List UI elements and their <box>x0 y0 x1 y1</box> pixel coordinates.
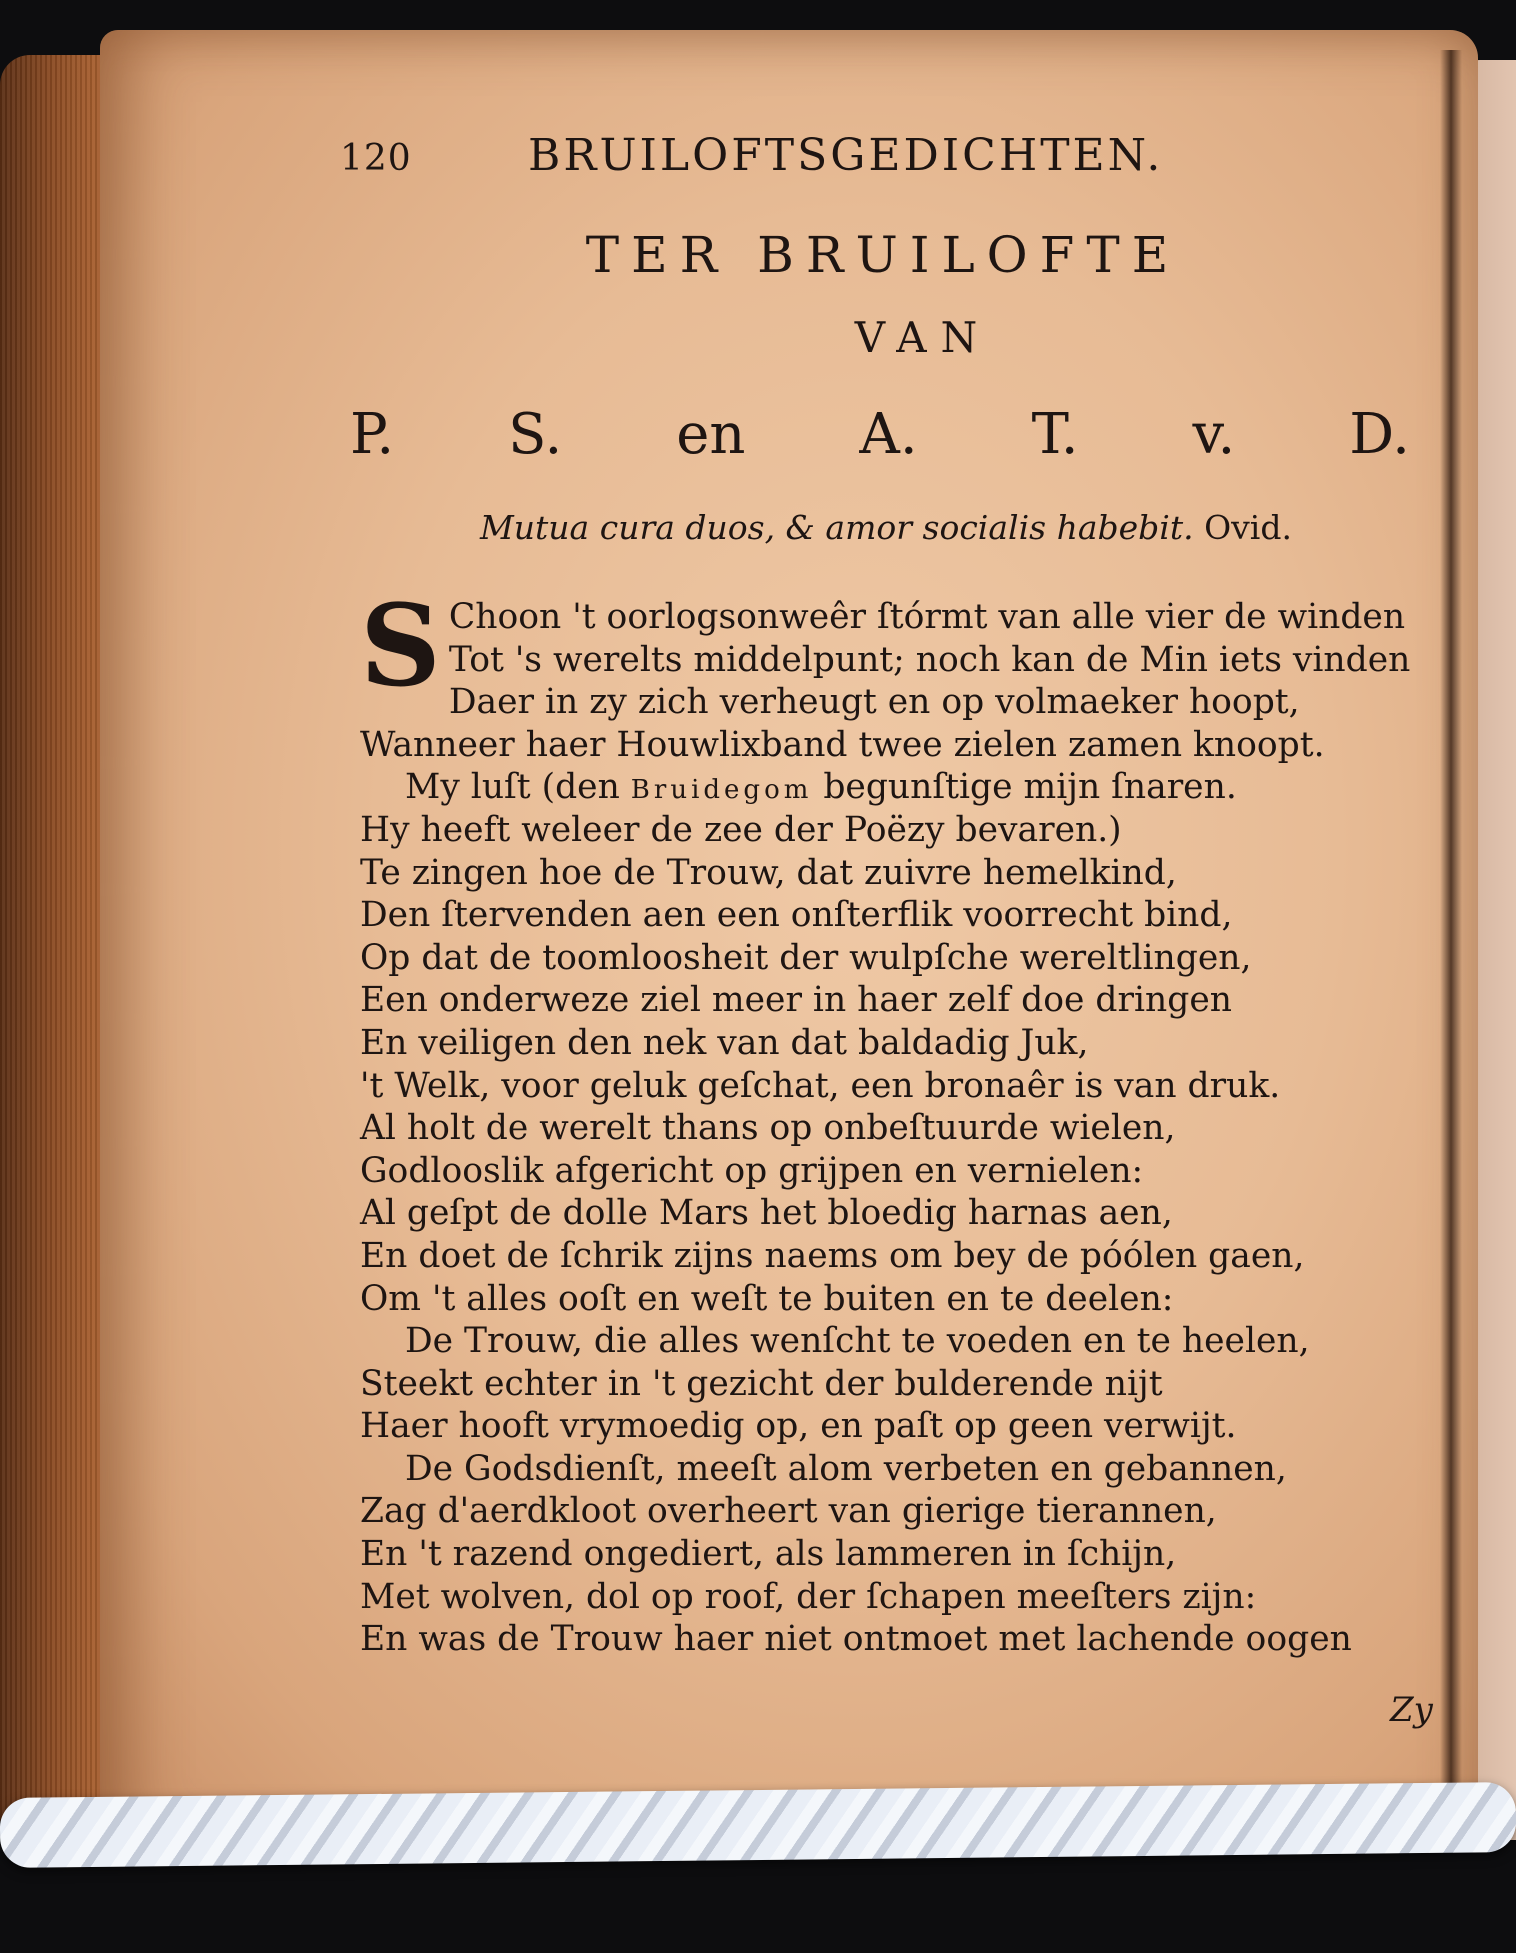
poem-line: En veiligen den nek van dat baldadig Juk, <box>360 1022 1089 1063</box>
poem-line: Om 't alles ooſt en weſt te buiten en te deelen: <box>360 1278 1174 1319</box>
poem-line: Zag d'aerdkloot overheert van gierige tierannen, <box>360 1491 1217 1532</box>
poem-line: De Godsdienſt, meeſt alom verbeten en gebannen, <box>405 1448 1287 1489</box>
conjunction-en: en <box>676 402 746 467</box>
initial-v: v. <box>1192 402 1236 467</box>
catchword: Zy <box>1390 1690 1433 1730</box>
poem-line: Den ſtervenden aen een onſterflik voorrecht bind, <box>360 895 1233 936</box>
poem-line: Wanneer haer Houwlixband twee zielen zamen knoopt. <box>360 724 1325 765</box>
poem-line: 't Welk, voor geluk geſchat, een bronaêr is van druk. <box>360 1065 1281 1106</box>
poem-line: Hy heeft weleer de zee der Poëzy bevaren.) <box>360 809 1122 850</box>
poem-line: Haer hooft vrymoedig op, en paſt op geen verwijt. <box>360 1406 1237 1447</box>
book-cord <box>0 1782 1516 1868</box>
poem-body <box>360 581 1420 1661</box>
poem-line: Met wolven, dol op roof, der ſchapen meeſters zijn: <box>360 1576 1257 1617</box>
motto <box>480 508 1310 547</box>
poem-line: Een onderweze ziel meer in haer zelf doe dringen <box>360 980 1232 1021</box>
poem-line: Al holt de werelt thans op onbeſtuurde wielen, <box>360 1108 1176 1149</box>
poem-line: En doet de ſchrik zijns naems om bey de póólen gaen, <box>360 1235 1305 1276</box>
motto-text: Mutua cura duos, & amor socialis habebit. <box>480 508 1194 547</box>
couple-initials <box>350 402 1410 472</box>
bruidegom-smallcaps: Bruidegom <box>630 775 813 806</box>
initial-t: T. <box>1031 402 1079 467</box>
initial-s: S. <box>508 402 563 467</box>
poem-line: En 't razend ongediert, als lammeren in ſchijn, <box>360 1534 1177 1575</box>
initial-d: D. <box>1349 402 1410 467</box>
poem-line-part: My luſt (den <box>405 767 620 808</box>
running-head: BRUILOFTSGEDICHTEN. <box>528 130 1164 181</box>
poem-line: Steekt echter in 't gezicht der bulderende nijt <box>360 1363 1163 1404</box>
poem-line: Op dat de toomloosheit der wulpſche wereltlingen, <box>360 937 1252 978</box>
poem-line <box>360 766 1420 809</box>
poem-line: Daer in zy zich verheugt en op volmaeker hoopt, <box>448 682 1300 723</box>
poem-title: TER BRUILOFTE <box>585 226 1181 284</box>
poem-line: Te zingen hoe de Trouw, dat zuivre hemelkind, <box>360 852 1177 893</box>
poem-line: Choon 't oorlogsonweêr ſtórmt van alle vier de winden <box>448 597 1406 637</box>
poem-line: De Trouw, die alles wenſcht te voeden en te heelen, <box>405 1321 1310 1362</box>
poem-line: En was de Trouw haer niet ontmoet met lachende oogen <box>360 1619 1352 1660</box>
page-number: 120 <box>340 138 412 179</box>
initial-p: P. <box>350 402 395 467</box>
poem-line-part: begunſtige mijn ſnaren. <box>823 767 1237 808</box>
poem-line: Godlooslik afgericht op grijpen en vernielen: <box>360 1150 1144 1191</box>
motto-author: Ovid. <box>1204 508 1292 547</box>
drop-cap: S <box>360 581 441 712</box>
poem-line: Tot 's werelts middelpunt; noch kan de Min iets vinden <box>448 639 1411 680</box>
poem-title-van: VAN <box>854 313 992 362</box>
poem-line: Al geſpt de dolle Mars het bloedig harnas aen, <box>360 1193 1173 1234</box>
initial-a: A. <box>859 402 918 467</box>
